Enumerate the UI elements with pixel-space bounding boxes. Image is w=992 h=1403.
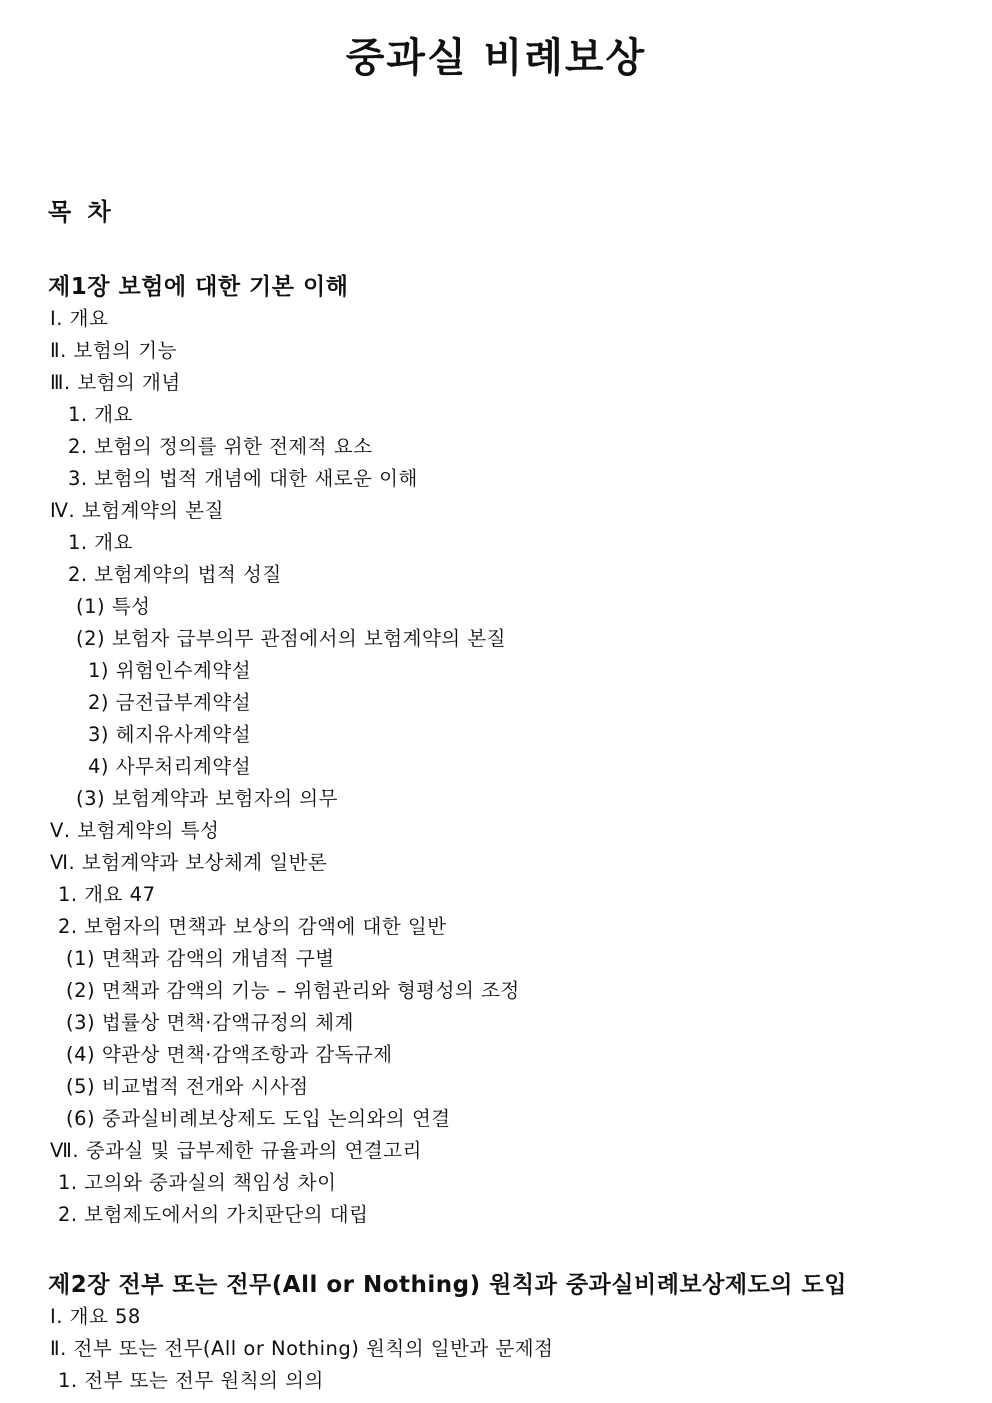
toc-entry: (6) 중과실비례보상제도 도입 논의와의 연결: [66, 1107, 451, 1130]
chapter-1-heading: 제1장 보험에 대한 기본 이해: [48, 274, 349, 300]
toc-entry: 2. 보험자의 면책과 보상의 감액에 대한 일반: [58, 915, 447, 938]
toc-entry: (1) 특성: [76, 595, 151, 618]
toc-heading: 목 차: [48, 198, 115, 226]
toc-entry: Ⅵ. 보험계약과 보상체계 일반론: [50, 851, 328, 874]
toc-entry: Ⅰ. 개요: [50, 307, 109, 330]
toc-entry: (2) 보험자 급부의무 관점에서의 보험계약의 본질: [76, 627, 507, 650]
toc-entry: 2. 보험제도에서의 가치판단의 대립: [58, 1203, 369, 1226]
toc-entry: (3) 법률상 면책·감액규정의 체계: [66, 1011, 354, 1034]
toc-entry: 2. 보험계약의 법적 성질: [68, 563, 282, 586]
toc-entry: (1) 면책과 감액의 개념적 구별: [66, 947, 335, 970]
toc-entry: Ⅱ. 보험의 기능: [50, 339, 177, 362]
toc-entry: Ⅲ. 보험의 개념: [50, 371, 181, 394]
document-title: 중과실 비례보상: [345, 35, 647, 81]
toc-entry: Ⅳ. 보험계약의 본질: [50, 499, 224, 522]
toc-entry: 1. 전부 또는 전무 원칙의 의의: [58, 1369, 324, 1392]
toc-entry: 1. 고의와 중과실의 책임성 차이: [58, 1171, 337, 1194]
toc-entry: 1. 개요 47: [58, 883, 156, 906]
toc-entry: 2) 금전급부계약설: [88, 691, 252, 714]
toc-entry: (3) 보험계약과 보험자의 의무: [76, 787, 338, 810]
toc-entry: 3) 헤지유사계약설: [88, 723, 252, 746]
toc-entry: (5) 비교법적 전개와 시사점: [66, 1075, 309, 1098]
toc-entry: 4) 사무처리계약설: [88, 755, 252, 778]
toc-entry: 1. 개요: [68, 531, 133, 554]
toc-entry: Ⅰ. 개요 58: [50, 1305, 141, 1328]
toc-entry: 3. 보험의 법적 개념에 대한 새로운 이해: [68, 467, 418, 490]
toc-entry: (4) 약관상 면책·감액조항과 감독규제: [66, 1043, 393, 1066]
toc-entry: 1. 개요: [68, 403, 133, 426]
toc-entry: Ⅶ. 중과실 및 급부제한 규율과의 연결고리: [50, 1139, 422, 1162]
toc-entry: Ⅱ. 전부 또는 전무(All or Nothing) 원칙의 일반과 문제점: [50, 1337, 554, 1360]
toc-entry: 1) 위험인수계약설: [88, 659, 252, 682]
toc-entry: (2) 면책과 감액의 기능 – 위험관리와 형평성의 조정: [66, 979, 520, 1002]
chapter-2-heading: 제2장 전부 또는 전무(All or Nothing) 원칙과 중과실비례보상제도의 도입: [48, 1272, 847, 1298]
toc-entry: 2. 보험의 정의를 위한 전제적 요소: [68, 435, 373, 458]
toc-entry: Ⅴ. 보험계약의 특성: [50, 819, 220, 842]
